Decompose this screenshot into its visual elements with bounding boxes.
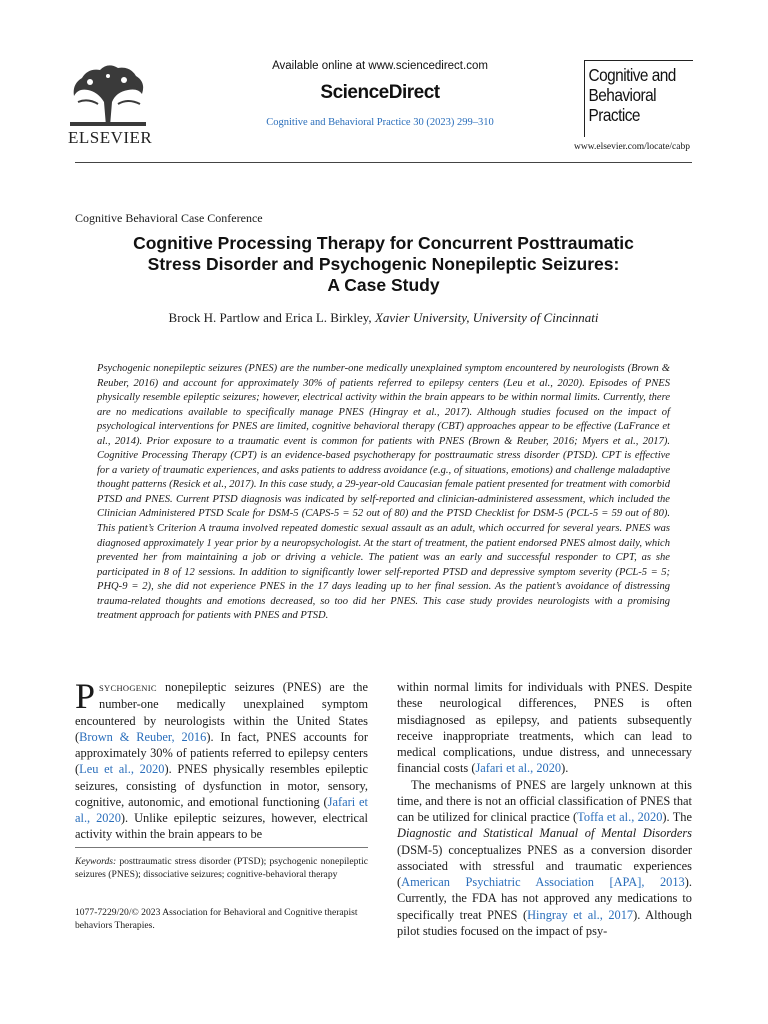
title-line-1: Cognitive Processing Therapy for Concurrent Posttraumatic [133, 233, 634, 253]
author-line [75, 310, 692, 326]
body-text: (DSM-5) conceptualizes PNES as a conversion disorder associated with stressful and traumatic experiences ( [397, 842, 692, 889]
author-names[interactable]: Brock H. Partlow and Erica L. Birkley, [168, 310, 372, 325]
paragraph [397, 679, 692, 777]
title-line-3: A Case Study [327, 275, 440, 295]
drop-cap: P [75, 676, 96, 716]
citation-link[interactable]: Leu et al., 2020 [79, 762, 165, 777]
dsm-title: Diagnostic and Statistical Manual of Mental Disorders [397, 826, 692, 841]
citation-link[interactable]: Toffa et al., 2020 [577, 810, 663, 824]
abstract-text: Psychogenic nonepileptic seizures (PNES) are the number-one medically unexplained symptom encountered by neurologists (Brown & Reuber, 2016) and account for approximately 30% of patients referred to epilepsy centers (Leu et al., 2020). Episodes of PNES physically resemble epileptic seizures; however, electrical activity within the brain appears to be within normal limits. Currently, there are no medications available to specifically manage PNES (Hingray et al., 2017). Although studies focused on the impact of psychological interventions for PNES are limited, cognitive behavioral therapy (CBT) approaches appear to be effective (LaFrance et al., 2014). Prior exposure to a traumatic event is common for patients with PNES (Brown & Reuber, 2016; Myers et al., 2017). Cognitive Processing Therapy (CPT) is an evidence-based psychotherapy for posttraumatic stress disorder (PTSD). CPT is effective for a variety of traumatic experiences, and asks patients to address avoidance (e.g., of situations, emotions) and challenge maladaptive thought patterns (Resick et al., 2017). In this case study, a 29-year-old Caucasian female patient presented for treatment with comorbid PTSD and PNES. Current PTSD diagnosis was indicated by self-reported and clinician-administered assessment, which included the Clinician Administered PTSD Scale for DSM-5 (CAPS-5 = 52 out of 80) and the PTSD Checklist for DSM-5 (PCL-5 = 59 out of 80). This patient’s Criterion A trauma involved repeated domestic sexual assault as an adult, which occurred for several years. PNES was diagnosed approximately 1 year prior by a neuropsychologist. At the start of treatment, the patient endorsed PNES almost daily, which prevented her from maintaining a job or driving a vehicle. The patient was an early and successful responder to CPT, as she participated in 8 of 12 sessions. In addition to significantly lower self-reported PTSD and depressive symptom severity (PCL-5 = 5; PHQ-9 = 2), she did not experience PNES in the 17 days leading up to her final session. As the patient’s avoidance of distressing trauma-related thoughts and emotions decreased, so too did her PNES. This case study provides neurologists with a promising treatment approach for patients with PNES and PTSD. [97, 363, 670, 622]
article-title [75, 233, 692, 296]
body-text: ). Although pilot studies focused on the impact of psy- [397, 907, 692, 938]
small-caps-lead: SYCHOGENIC [99, 683, 157, 693]
body-text: nonepileptic seizures (PNES) are the number-one medically unexplained symptom encountered by neurologists within the United States ( [75, 680, 368, 744]
citation-link[interactable]: Brown & Reuber, 2016 [79, 729, 207, 744]
keywords [75, 855, 368, 882]
citation-link[interactable]: Jafari et al., 2020 [475, 761, 562, 776]
citation-link[interactable]: Hingray et al., 2017 [527, 907, 634, 922]
citation-link[interactable]: Jafari et al., 2020 [75, 794, 368, 825]
keywords-label: Keywords: [75, 856, 117, 867]
header-divider [75, 162, 692, 163]
body-column-left [75, 676, 369, 843]
journal-title-block [584, 60, 693, 137]
journal-title-line-1: Cognitive and [588, 65, 676, 85]
journal-url-link[interactable]: www.elsevier.com/locate/cabp [574, 142, 690, 152]
body-text: ). Currently, the FDA has not approved any medications to specifically treat PNES ( [397, 875, 692, 922]
footnote-divider [75, 847, 368, 848]
journal-reference-link[interactable]: Cognitive and Behavioral Practice 30 (2023) 299–310 [266, 117, 494, 128]
body-text: ). The [662, 810, 692, 824]
sciencedirect-brand[interactable]: ScienceDirect [320, 82, 440, 103]
body-text: ). Unlike epileptic seizures, however, electrical activity within the brain appears to be [75, 811, 368, 842]
body-column-right [397, 679, 692, 939]
body-text: ). In fact, PNES accounts for approximately 30% of patients referred to epilepsy centers ( [75, 729, 369, 777]
citation-link[interactable]: American Psychiatric Association [APA], 2013 [401, 875, 685, 889]
title-line-2: Stress Disorder and Psychogenic Nonepileptic Seizures: [147, 254, 620, 274]
body-text: ). [561, 761, 569, 776]
copyright-notice: 1077-7229/20/© 2023 Association for Behavioral and Cognitive therapist behaviors Therapies. [75, 907, 358, 932]
section-label: Cognitive Behavioral Case Conference [75, 211, 263, 225]
body-text: The mechanisms of PNES are largely unknown at this time, and there is not an official classification of PNES that can be utilized for clinical practice ( [397, 777, 692, 824]
elsevier-logo [68, 62, 153, 147]
publisher-name: ELSEVIER [68, 128, 153, 147]
paragraph [397, 777, 692, 940]
journal-title-line-2: Behavioral [588, 85, 657, 105]
body-text: within normal limits for individuals with PNES. Despite these neurological differences, PNES is often misdiagnosed as epilepsy, and patients subsequently receive inappropriate treatments, which can lead to medical complications, undue distress, and unnecessary financial costs ( [397, 680, 692, 776]
elsevier-tree-icon [68, 62, 148, 128]
author-affiliations: Xavier University, University of Cincinnati [374, 310, 599, 325]
body-text: ). PNES physically resembles epileptic seizures, consisting of dysfunction in motor, sensory, cognitive, autonomic, and emotional functioning ( [75, 762, 368, 809]
available-online-text: Available online at www.sciencedirect.com [272, 60, 488, 72]
keywords-list: posttraumatic stress disorder (PTSD); psychogenic nonepileptic seizures (PNES); dissociative seizures; cognitive-behavioral therapy [75, 856, 368, 881]
journal-title-line-3: Practice [588, 105, 640, 125]
